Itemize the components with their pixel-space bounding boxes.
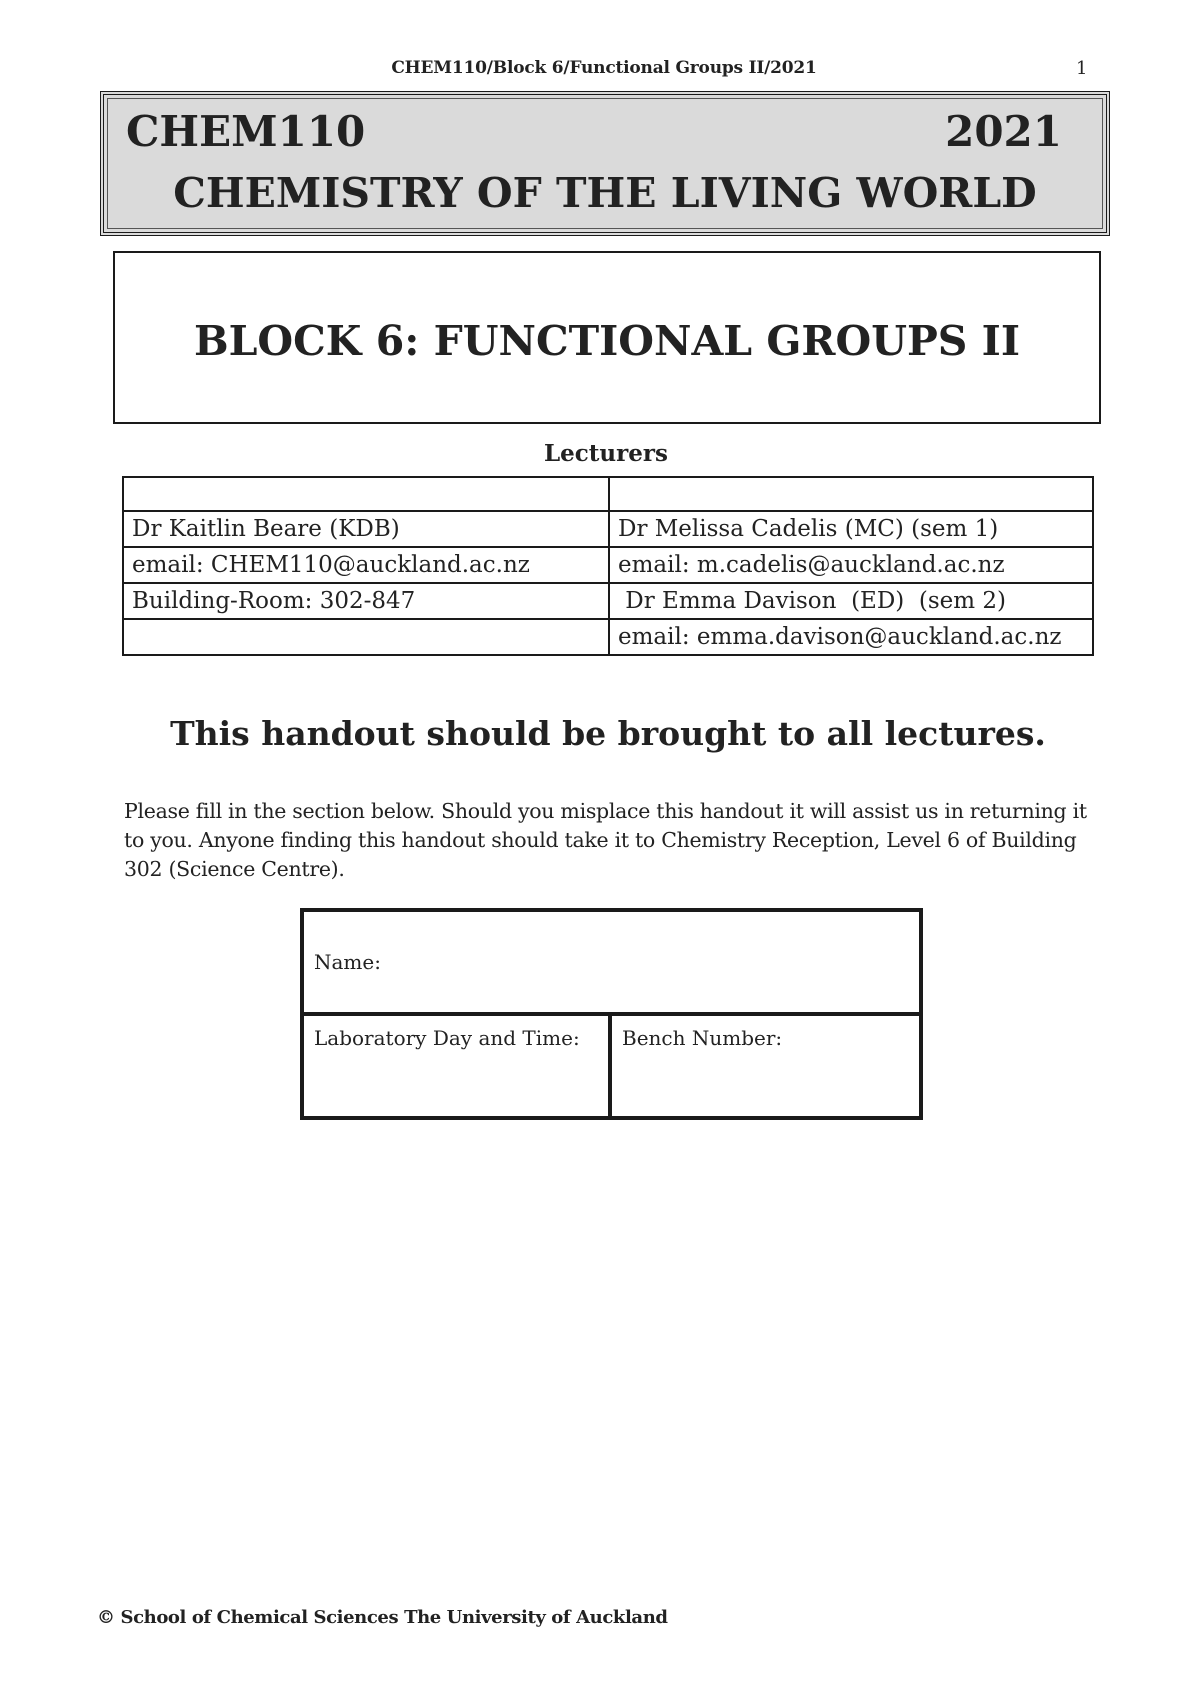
course-year: 2021 bbox=[945, 107, 1062, 156]
lecturer-name-ed: Dr Emma Davison (ED) (sem 2) bbox=[609, 583, 1093, 619]
form-row-lab bbox=[302, 1014, 921, 1118]
table-cell bbox=[609, 477, 1093, 511]
form-row-name bbox=[302, 910, 921, 1014]
lecturers-heading: Lecturers bbox=[544, 440, 668, 467]
lecturer-email-kdb: email: CHEM110@auckland.ac.nz bbox=[123, 547, 609, 583]
lecturer-email-ed: email: emma.davison@auckland.ac.nz bbox=[609, 619, 1093, 655]
lecturer-room-kdb: Building-Room: 302-847 bbox=[123, 583, 609, 619]
table-row bbox=[123, 619, 1093, 655]
bench-number-field[interactable] bbox=[610, 1014, 921, 1118]
name-field[interactable] bbox=[302, 910, 921, 1014]
instructions-paragraph: Please fill in the section below. Should you misplace this handout it will assist us in returning it to you. Anyone finding this handout should take it to Chemistry Reception, Level 6 of Building 302 (Science Centre). bbox=[124, 799, 1087, 881]
page-number: 1 bbox=[1076, 58, 1088, 79]
copyright-footer: © School of Chemical Sciences The University of Auckland bbox=[97, 1607, 668, 1628]
block-title: BLOCK 6: FUNCTIONAL GROUPS II bbox=[193, 317, 1021, 365]
lab-day-time-label: Laboratory Day and Time: bbox=[314, 1026, 580, 1050]
table-row bbox=[123, 583, 1093, 619]
lecturer-name-mc: Dr Melissa Cadelis (MC) (sem 1) bbox=[609, 511, 1093, 547]
course-title: CHEMISTRY OF THE LIVING WORLD bbox=[173, 169, 1037, 217]
block-title-box bbox=[113, 251, 1101, 424]
table-row bbox=[123, 477, 1093, 511]
running-header bbox=[0, 56, 1200, 80]
table-cell bbox=[123, 477, 609, 511]
course-code: CHEM110 bbox=[126, 107, 366, 156]
lab-day-time-field[interactable] bbox=[302, 1014, 610, 1118]
course-banner bbox=[100, 91, 1110, 236]
table-row bbox=[123, 547, 1093, 583]
running-header-text: CHEM110/Block 6/Functional Groups II/2021 bbox=[391, 58, 817, 78]
name-label: Name: bbox=[314, 950, 381, 974]
student-details-form bbox=[300, 908, 923, 1120]
table-row bbox=[123, 511, 1093, 547]
lecturer-email-mc: email: m.cadelis@auckland.ac.nz bbox=[609, 547, 1093, 583]
table-cell bbox=[123, 619, 609, 655]
lecturer-name-kdb: Dr Kaitlin Beare (KDB) bbox=[123, 511, 609, 547]
lecturer-table bbox=[122, 476, 1094, 656]
bench-number-label: Bench Number: bbox=[622, 1026, 783, 1050]
handout-notice: This handout should be brought to all lectures. bbox=[170, 714, 1046, 753]
